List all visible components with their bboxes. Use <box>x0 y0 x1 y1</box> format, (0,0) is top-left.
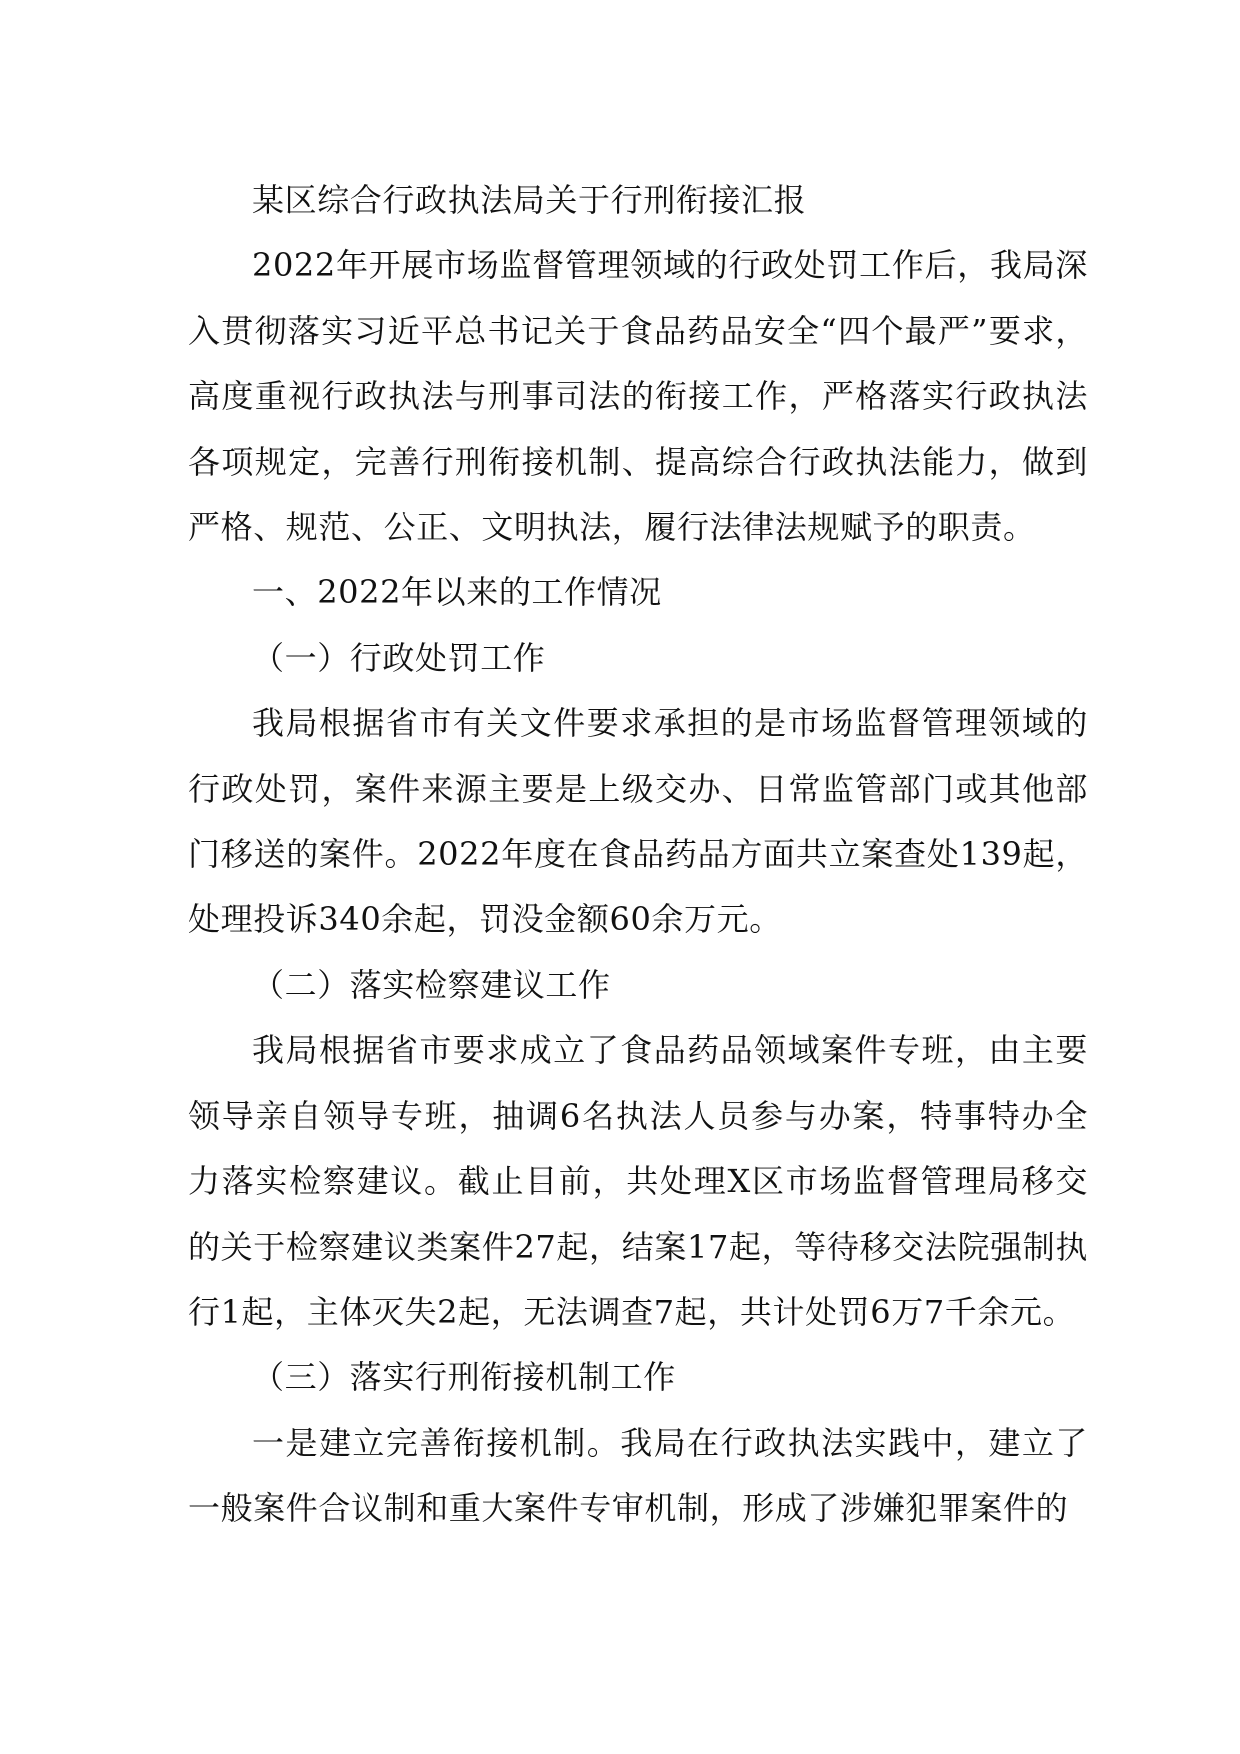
subsection-heading-1: （一）行政处罚工作 <box>252 638 546 677</box>
document-body <box>188 168 1088 1542</box>
subsection-heading-2: （二）落实检察建议工作 <box>252 965 611 1004</box>
document-title: 某区综合行政执法局关于行刑衔接汇报 <box>252 181 807 219</box>
subsection-body-1: 我局根据省市有关文件要求承担的是市场监督管理领域的行政处罚，案件来源主要是上级交办、日常监管部门或其他部门移送的案件。2022年度在食品药品方面共立案查处139起，处理投诉340余起，罚没金额60余万元。 <box>188 704 1088 939</box>
subsection-heading-3: （三）落实行刑衔接机制工作 <box>252 1358 676 1397</box>
intro-paragraph: 2022年开展市场监督管理领域的行政处罚工作后，我局深入贯彻落实习近平总书记关于食品药品安全“四个最严”要求，高度重视行政执法与刑事司法的衔接工作，严格落实行政执法各项规定，完善行刑衔接机制、提高综合行政执法能力，做到严格、规范、公正、文明执法，履行法律法规赋予的职责。 <box>188 246 1088 547</box>
subsection-body-2: 我局根据省市要求成立了食品药品领域案件专班，由主要领导亲自领导专班，抽调6名执法人员参与办案，特事特办全力落实检察建议。截止目前，共处理X区市场监督管理局移交的关于检察建议类案件27起，结案17起，等待移交法院强制执行1起，主体灭失2起，无法调查7起，共计处罚6万7千余元。 <box>188 1031 1088 1331</box>
section-heading-1: 一、2022年以来的工作情况 <box>252 573 662 612</box>
subsection-body-3: 一是建立完善衔接机制。我局在行政执法实践中，建立了一般案件合议制和重大案件专审机制，形成了涉嫌犯罪案件的 <box>188 1423 1088 1528</box>
